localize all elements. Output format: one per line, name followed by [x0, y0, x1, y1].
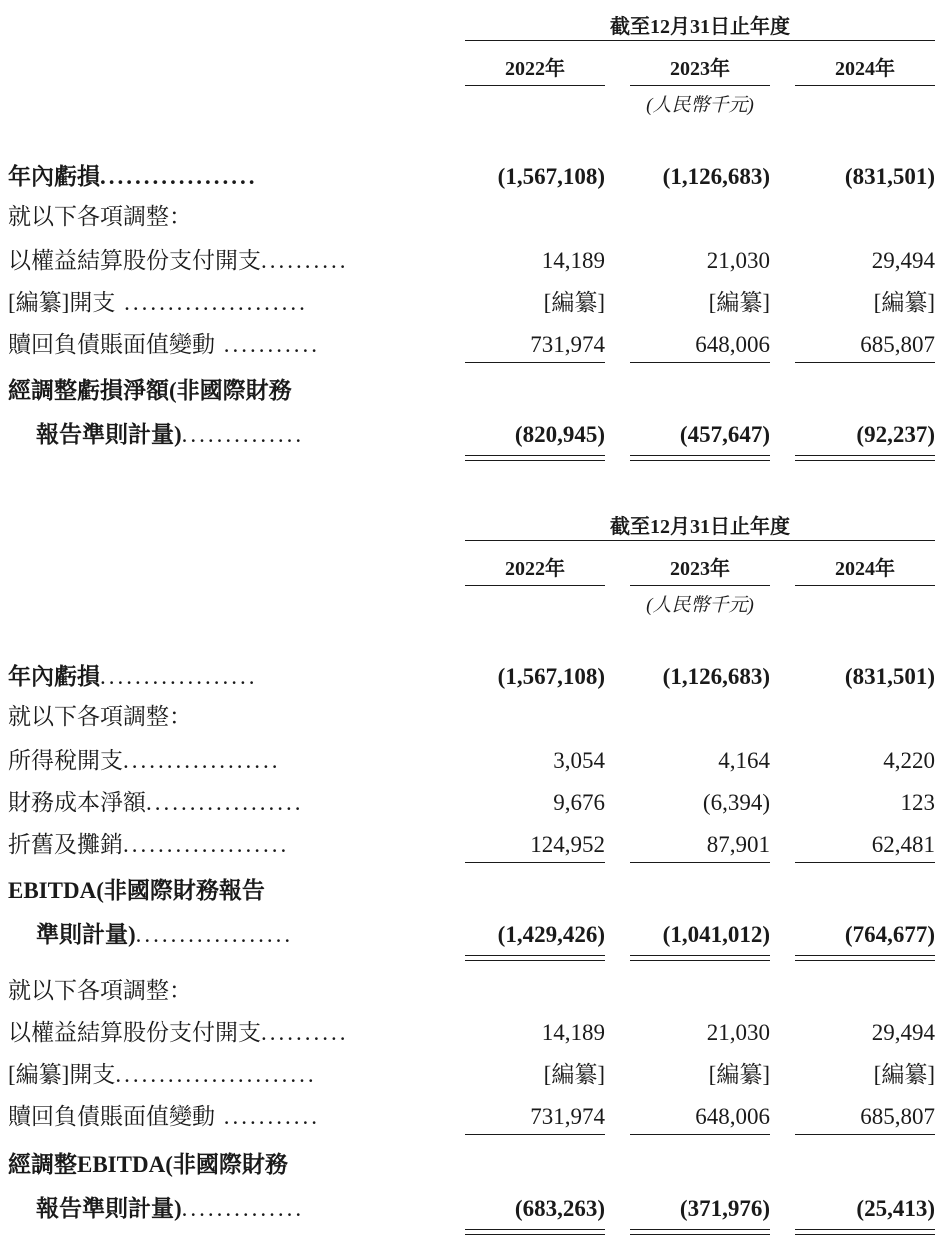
value-2022: (1,429,426): [497, 922, 605, 947]
table-row: [0, 1192, 950, 1226]
table-row: [0, 744, 950, 778]
value-2024: 4,220: [883, 748, 935, 773]
table-row: [0, 1016, 950, 1050]
table-row: [0, 286, 950, 320]
value-2023: (1,126,683): [662, 664, 770, 689]
double-underline: [630, 955, 770, 961]
year-header-2024: 2024年: [795, 52, 935, 86]
row-label: 贖回負債賬面值變動 ...........: [8, 332, 320, 357]
period-header: 截至12月31日止年度: [610, 516, 790, 538]
row-label: 所得稅開支..................: [8, 748, 281, 773]
period-header: 截至12月31日止年度: [610, 16, 790, 38]
year-header-2022: 2022年: [465, 52, 605, 86]
row-label-line1: 經調整EBITDA(非國際財務: [8, 1152, 288, 1177]
row-label-line2: 報告準則計量)..............: [36, 422, 305, 447]
value-2024: 62,481: [795, 828, 935, 863]
row-label: 就以下各項調整：: [8, 978, 192, 1003]
value-2022: (820,945): [514, 422, 605, 447]
table-row: [0, 200, 950, 234]
table-row: [0, 918, 950, 952]
value-2023: (6,394): [702, 790, 770, 815]
value-2022: (1,567,108): [497, 164, 605, 189]
row-label: 年內虧損..................: [8, 664, 258, 689]
double-underline: [465, 1229, 605, 1235]
value-2022: [編纂]: [543, 1062, 605, 1087]
table-row: [0, 700, 950, 734]
value-2024: (92,237): [856, 422, 935, 447]
row-label: 就以下各項調整：: [8, 704, 192, 729]
value-2024: [編纂]: [873, 1062, 935, 1087]
row-label: 以權益結算股份支付開支..........: [8, 1020, 349, 1045]
row-label: 財務成本淨額..................: [8, 790, 304, 815]
row-label: [編纂]開支 .....................: [8, 290, 308, 315]
double-underline: [795, 955, 935, 961]
unit-label: (人民幣千元): [646, 595, 754, 616]
double-underline: [630, 1229, 770, 1235]
year-header-2023: 2023年: [630, 552, 770, 586]
value-2023: (457,647): [679, 422, 770, 447]
value-2024: (831,501): [844, 664, 935, 689]
value-2022: [編纂]: [543, 290, 605, 315]
value-2023: [編纂]: [708, 290, 770, 315]
row-label-line1: EBITDA(非國際財務報告: [8, 878, 265, 903]
value-2022: 3,054: [553, 748, 605, 773]
table-row: [0, 328, 950, 362]
value-2023: 21,030: [706, 248, 770, 273]
table-row: [0, 974, 950, 1008]
value-2023: 4,164: [718, 748, 770, 773]
row-label-line1: 經調整虧損淨額(非國際財務: [8, 378, 292, 403]
table-row: [0, 418, 950, 452]
year-header-2024: 2024年: [795, 552, 935, 586]
value-2023: (1,041,012): [662, 922, 770, 947]
value-2022: 731,974: [465, 1100, 605, 1135]
value-2023: (1,126,683): [662, 164, 770, 189]
value-2023: [編纂]: [708, 1062, 770, 1087]
value-2024: 123: [900, 790, 935, 815]
value-2022: 731,974: [465, 328, 605, 363]
value-2023: (371,976): [679, 1196, 770, 1221]
value-2022: (1,567,108): [497, 664, 605, 689]
year-header-2022: 2022年: [465, 552, 605, 586]
table-row: [0, 1100, 950, 1134]
row-label: 年內虧損..................: [8, 164, 258, 189]
header-rule: [465, 40, 935, 41]
value-2023: 648,006: [630, 1100, 770, 1135]
value-2024: 29,494: [871, 1020, 935, 1045]
row-label: 折舊及攤銷...................: [8, 832, 290, 857]
value-2023: 648,006: [630, 328, 770, 363]
value-2024: (25,413): [856, 1196, 935, 1221]
row-label: 贖回負債賬面值變動 ...........: [8, 1104, 320, 1129]
value-2022: 9,676: [553, 790, 605, 815]
row-label-line2: 準則計量)..................: [36, 922, 294, 947]
row-label-line2: 報告準則計量)..............: [36, 1196, 305, 1221]
row-label: 以權益結算股份支付開支..........: [8, 248, 349, 273]
value-2022: 14,189: [541, 248, 605, 273]
value-2024: 685,807: [795, 1100, 935, 1135]
row-label: [編纂]開支.......................: [8, 1062, 317, 1087]
value-2024: (831,501): [844, 164, 935, 189]
value-2024: (764,677): [844, 922, 935, 947]
double-underline: [795, 455, 935, 461]
table-row: [0, 874, 950, 908]
double-underline: [465, 955, 605, 961]
row-label: 就以下各項調整：: [8, 204, 192, 229]
unit-label: (人民幣千元): [646, 95, 754, 116]
table-row: [0, 374, 950, 408]
header-rule: [465, 540, 935, 541]
double-underline: [630, 455, 770, 461]
table-row: [0, 1058, 950, 1092]
table-row: [0, 244, 950, 278]
table-row: [0, 160, 950, 194]
value-2024: 685,807: [795, 328, 935, 363]
value-2024: [編纂]: [873, 290, 935, 315]
value-2022: 124,952: [465, 828, 605, 863]
value-2024: 29,494: [871, 248, 935, 273]
table-row: [0, 1148, 950, 1182]
year-header-2023: 2023年: [630, 52, 770, 86]
table-row: [0, 660, 950, 694]
double-underline: [795, 1229, 935, 1235]
double-underline: [465, 455, 605, 461]
value-2022: 14,189: [541, 1020, 605, 1045]
table-row: [0, 828, 950, 862]
value-2023: 21,030: [706, 1020, 770, 1045]
value-2022: (683,263): [514, 1196, 605, 1221]
table-row: [0, 786, 950, 820]
value-2023: 87,901: [630, 828, 770, 863]
